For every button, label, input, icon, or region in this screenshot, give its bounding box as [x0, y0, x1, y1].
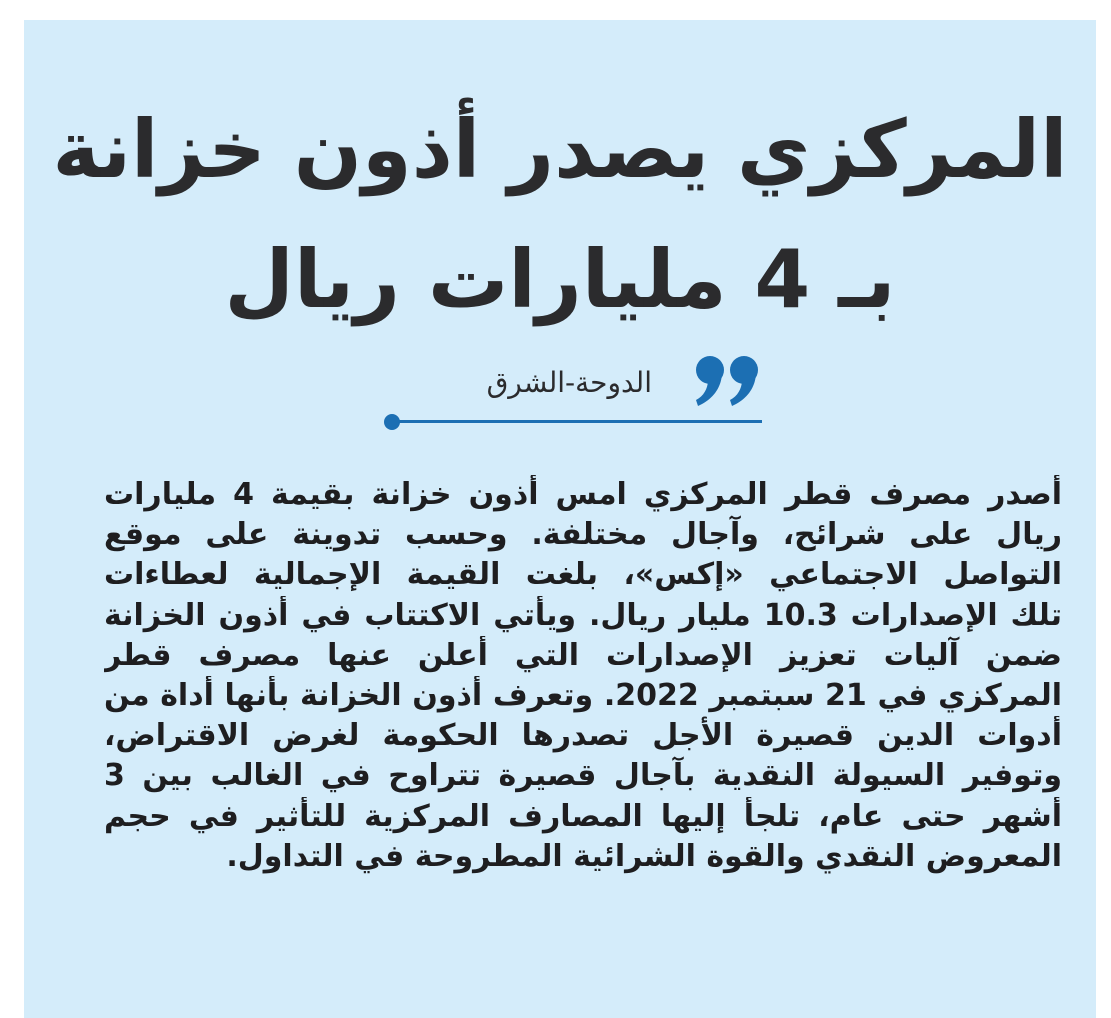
headline-line-1: المركزي يصدر أذون خزانة	[52, 103, 1068, 196]
byline	[384, 354, 762, 434]
quotation-mark-icon	[694, 354, 762, 410]
body-line: المركزي في 21 سبتمبر 2022. وتعرف أذون الخزانة بأنها أداة من	[104, 678, 1062, 714]
body-line: التواصل الاجتماعي «إكس»، بلغت القيمة الإجمالية لعطاءات	[104, 557, 1062, 593]
byline-dot	[384, 414, 400, 430]
byline-rule	[394, 420, 762, 423]
body-line: ريال على شرائح، وآجال مختلفة. وحسب تدوينة على موقع	[104, 517, 1062, 553]
body-line: أدوات الدين قصيرة الأجل تصدرها الحكومة لغرض الاقتراض،	[104, 718, 1062, 754]
article-body	[104, 475, 1062, 877]
article-panel	[24, 20, 1096, 1018]
headline-line-2: بـ 4 مليارات ريال	[224, 233, 896, 326]
body-line: ضمن آليات تعزيز الإصدارات التي أعلن عنها مصرف قطر	[104, 637, 1062, 673]
byline-text: الدوحة-الشرق	[486, 366, 652, 399]
body-line: أشهر حتى عام، تلجأ إليها المصارف المركزية للتأثير في حجم	[104, 798, 1062, 834]
body-line: وتوفير السيولة النقدية بآجال قصيرة تتراوح في الغالب بين 3	[104, 758, 1062, 794]
body-line: أصدر مصرف قطر المركزي امس أذون خزانة بقيمة 4 مليارات	[104, 477, 1062, 512]
body-line: تلك الإصدارات 10.3 مليار ريال. ويأتي الاكتتاب في أذون الخزانة	[104, 597, 1062, 633]
body-line: المعروض النقدي والقوة الشرائية المطروحة في التداول.	[226, 838, 1062, 874]
